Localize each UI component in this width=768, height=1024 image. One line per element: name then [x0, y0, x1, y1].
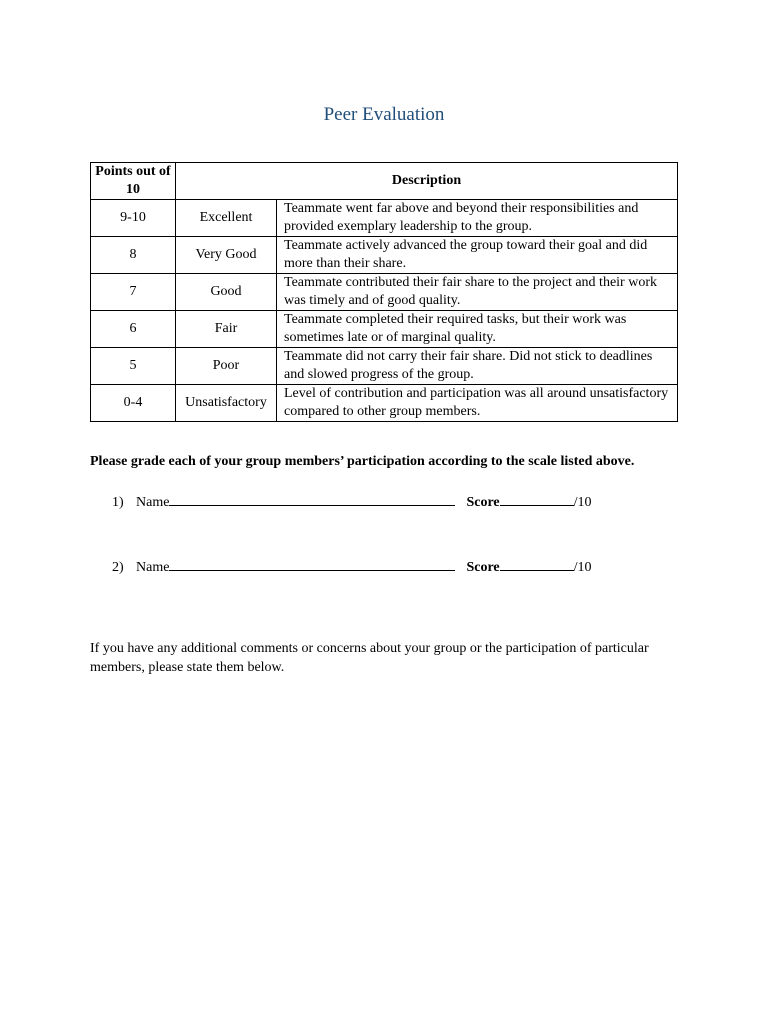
row-rating: Excellent [176, 200, 277, 237]
score-label: Score [466, 495, 500, 510]
member-entry-1 [112, 492, 712, 512]
row-description: Teammate went far above and beyond their responsibilities and provided exemplary leadership to the group. [277, 200, 678, 237]
row-description: Teammate completed their required tasks, but their work was sometimes late or of marginal quality. [277, 311, 678, 348]
name-label: Name [136, 560, 170, 575]
name-label: Name [136, 495, 170, 510]
score-suffix: /10 [573, 560, 592, 575]
row-description: Teammate did not carry their fair share. Did not stick to deadlines and slowed progress of the group. [277, 348, 678, 385]
score-input-line[interactable] [500, 557, 574, 571]
member-entry-2 [112, 557, 712, 577]
comments-prompt: If you have any additional comments or concerns about your group or the participation of particular members, please state them below. [90, 641, 649, 675]
row-points: 8 [91, 237, 176, 274]
header-points: Points out of 10 [91, 163, 176, 200]
table-row [91, 311, 678, 348]
row-description: Level of contribution and participation was all around unsatisfactory compared to other group members. [277, 385, 678, 422]
row-points: 6 [91, 311, 176, 348]
row-rating: Good [176, 274, 277, 311]
grading-instruction: Please grade each of your group members’ participation according to the scale listed above. [90, 454, 635, 469]
row-rating: Very Good [176, 237, 277, 274]
score-input-line[interactable] [500, 492, 574, 506]
table-row [91, 274, 678, 311]
row-points: 9-10 [91, 200, 176, 237]
grading-scale-table [90, 162, 678, 422]
entry-number: 1) [112, 495, 124, 510]
table-header-row [91, 163, 678, 200]
table-row [91, 237, 678, 274]
page-title: Peer Evaluation [323, 104, 445, 125]
header-description: Description [176, 163, 678, 200]
score-suffix: /10 [573, 495, 592, 510]
row-points: 7 [91, 274, 176, 311]
row-points: 5 [91, 348, 176, 385]
row-description: Teammate contributed their fair share to the project and their work was timely and of good quality. [277, 274, 678, 311]
row-rating: Fair [176, 311, 277, 348]
table-row [91, 200, 678, 237]
name-input-line[interactable] [169, 492, 455, 506]
entry-number: 2) [112, 560, 124, 575]
row-description: Teammate actively advanced the group toward their goal and did more than their share. [277, 237, 678, 274]
score-label: Score [466, 560, 500, 575]
table-row [91, 348, 678, 385]
name-input-line[interactable] [169, 557, 455, 571]
row-rating: Poor [176, 348, 277, 385]
table-row [91, 385, 678, 422]
row-rating: Unsatisfactory [176, 385, 277, 422]
row-points: 0-4 [91, 385, 176, 422]
